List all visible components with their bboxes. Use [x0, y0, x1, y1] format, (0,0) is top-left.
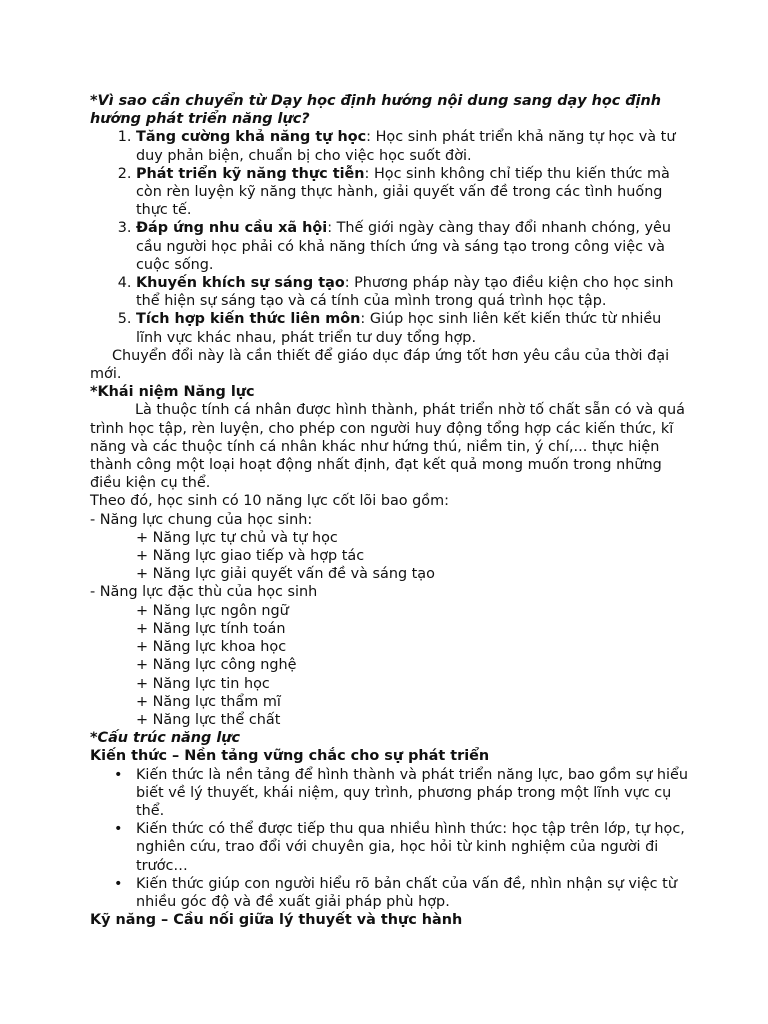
bullet-text: Kiến thức là nền tảng để hình thành và phát triển năng lực, bao gồm sự hiểu biết về lý thuyết, khái niệm, quy trình, phương pháp trong một lĩnh vực cụ thể. — [136, 766, 689, 819]
knowledge-bullet-list — [90, 766, 690, 912]
specific-competencies-list — [90, 602, 690, 729]
reasons-list — [90, 128, 690, 346]
competency-item: + Năng lực giao tiếp và hợp tác — [136, 548, 365, 565]
bullet-glyph: • — [114, 766, 123, 783]
competency-item: + Năng lực tính toán — [136, 620, 286, 637]
reason-item — [136, 274, 690, 310]
bullet-item — [114, 875, 690, 911]
heading-knowledge: Kiến thức – Nền tảng vững chắc cho sự phát triển — [90, 748, 490, 765]
heading-competency-concept: *Khái niệm Năng lực — [90, 384, 255, 401]
general-competencies-label: - Năng lực chung của học sinh: — [90, 511, 313, 528]
general-competencies-list — [90, 529, 690, 584]
reason-item — [136, 219, 690, 274]
reason-term: Khuyến khích sự sáng tạo — [136, 275, 345, 292]
competency-item: + Năng lực thẩm mĩ — [136, 693, 281, 710]
competency-item: + Năng lực ngôn ngữ — [136, 602, 289, 619]
reason-desc: : Phương pháp này tạo điều kiện cho học sinh thể hiện sự sáng tạo và cá tính của mình trong quá trình học tập. — [136, 275, 674, 310]
core-competencies-intro: Theo đó, học sinh có 10 năng lực cốt lõi bao gồm: — [90, 493, 449, 510]
competency-item: + Năng lực khoa học — [136, 639, 287, 656]
reason-item — [136, 310, 690, 346]
competency-item: + Năng lực tin học — [136, 675, 270, 692]
competency-item: + Năng lực thể chất — [136, 711, 281, 728]
competency-item: + Năng lực giải quyết vấn đề và sáng tạo — [136, 566, 435, 583]
document-page — [90, 92, 690, 929]
reason-desc: : Học sinh không chỉ tiếp thu kiến thức mà còn rèn luyện kỹ năng thực hành, giải quyết vấn đề trong các tình huống thực tế. — [136, 165, 670, 219]
bullet-glyph: • — [114, 821, 123, 838]
bullet-item — [114, 766, 690, 821]
reason-item — [136, 128, 690, 164]
specific-competencies-label: - Năng lực đặc thù của học sinh — [90, 584, 318, 601]
conclusion-paragraph: Chuyển đổi này là cần thiết để giáo dục đáp ứng tốt hơn yêu cầu của thời đại mới. — [90, 347, 670, 383]
bullet-text: Kiến thức có thể được tiếp thu qua nhiều hình thức: học tập trên lớp, tự học, nghiên cứu, trao đổi với chuyên gia, học hỏi từ kinh nghiệm của người đi trước… — [136, 821, 685, 874]
heading-skills: Kỹ năng – Cầu nối giữa lý thuyết và thực hành — [90, 912, 463, 929]
bullet-item — [114, 820, 690, 875]
bullet-text: Kiến thức giúp con người hiểu rõ bản chất của vấn đề, nhìn nhận sự việc từ nhiều góc độ và đề xuất giải pháp phù hợp. — [136, 875, 677, 910]
competency-item: + Năng lực tự chủ và tự học — [136, 529, 338, 546]
reason-desc: : Giúp học sinh liên kết kiến thức từ nhiều lĩnh vực khác nhau, phát triển tư duy tổng hợp. — [136, 311, 662, 346]
competency-item: + Năng lực công nghệ — [136, 657, 297, 674]
reason-term: Đáp ứng nhu cầu xã hội — [136, 220, 328, 237]
reason-item — [136, 165, 690, 220]
bullet-glyph: • — [114, 875, 123, 892]
reason-term: Tích hợp kiến thức liên môn — [136, 311, 361, 328]
definition-paragraph: Là thuộc tính cá nhân được hình thành, phát triển nhờ tố chất sẵn có và quá trình học tập, rèn luyện, cho phép con người huy động tổng hợp các kiến thức, kĩ năng và các thuộc tính cá nhân khác như hứng thú, niềm tin, ý chí,... thực hiện thành công một loại hoạt động nhất định, đạt kết quả mong muốn trong những điều kiện cụ thể. — [90, 402, 685, 492]
reason-desc: : Thế giới ngày càng thay đổi nhanh chóng, yêu cầu người học phải có khả năng thích ứng và sáng tạo trong công việc và cuộc sống. — [136, 220, 671, 273]
heading-competency-structure: *Cấu trúc năng lực — [90, 730, 241, 747]
reason-desc: : Học sinh phát triển khả năng tự học và tư duy phản biện, chuẩn bị cho việc học suốt đời. — [136, 129, 676, 164]
reason-term: Phát triển kỹ năng thực tiễn — [136, 165, 365, 182]
reason-term: Tăng cường khả năng tự học — [136, 129, 367, 146]
heading-why-change: *Vì sao cần chuyển từ Dạy học định hướng nội dung sang dạy học định hướng phát triển năng lực? — [90, 93, 662, 128]
